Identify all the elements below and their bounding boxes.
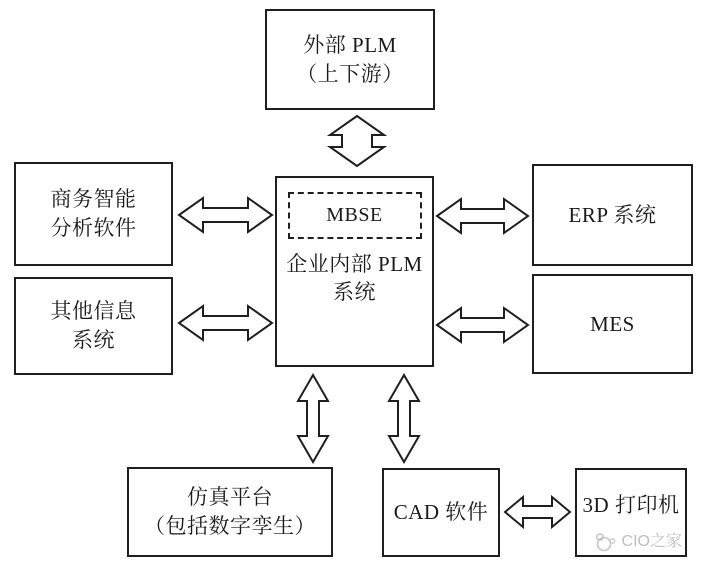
- node-label-line: 系统: [333, 280, 376, 304]
- arrow-center-to-mes: [437, 308, 528, 342]
- node-label-line: 系统: [72, 328, 115, 352]
- arrow-center-to-cad: [389, 375, 419, 462]
- mbse-label: MBSE: [326, 204, 383, 226]
- node-label: ERP 系统: [568, 202, 657, 227]
- watermark-text: CIO之家: [621, 533, 682, 550]
- arrow-external-to-center: [330, 116, 384, 166]
- node-label-line: 商务智能: [50, 187, 137, 211]
- node-3d-printer: [575, 468, 687, 557]
- node-erp-system: [532, 164, 693, 266]
- node-label-line: （上下游）: [296, 61, 404, 86]
- node-cad-software: [382, 468, 500, 557]
- node-label-line: 仿真平台: [187, 485, 273, 509]
- watermark: [595, 532, 682, 552]
- arrow-center-to-simulation: [298, 375, 328, 462]
- node-label: CAD 软件: [393, 500, 489, 524]
- arrow-other-to-center: [179, 306, 272, 340]
- cio-logo-icon: [595, 532, 619, 552]
- node-label: 3D 打印机: [582, 493, 680, 517]
- node-label-line: 企业内部 PLM: [286, 252, 423, 276]
- node-label-line: （包括数字孪生）: [144, 514, 316, 538]
- node-business-intelligence: [14, 162, 173, 266]
- node-mes: [532, 274, 693, 374]
- node-simulation-platform: [127, 467, 333, 557]
- node-label-line: 分析软件: [50, 216, 137, 240]
- node-external-plm: [265, 9, 435, 110]
- node-label: MES: [590, 311, 635, 336]
- node-label-line: 外部 PLM: [303, 32, 397, 57]
- enterprise-plm-label: [286, 250, 422, 306]
- node-mbse: [288, 192, 422, 239]
- arrow-cad-to-3dprinter: [505, 497, 570, 527]
- node-label-line: 其他信息: [50, 299, 137, 323]
- arrow-center-to-erp: [437, 199, 528, 233]
- arrow-bi-to-center: [179, 198, 272, 232]
- node-other-info-systems: [14, 277, 173, 375]
- node-enterprise-plm: [275, 176, 434, 367]
